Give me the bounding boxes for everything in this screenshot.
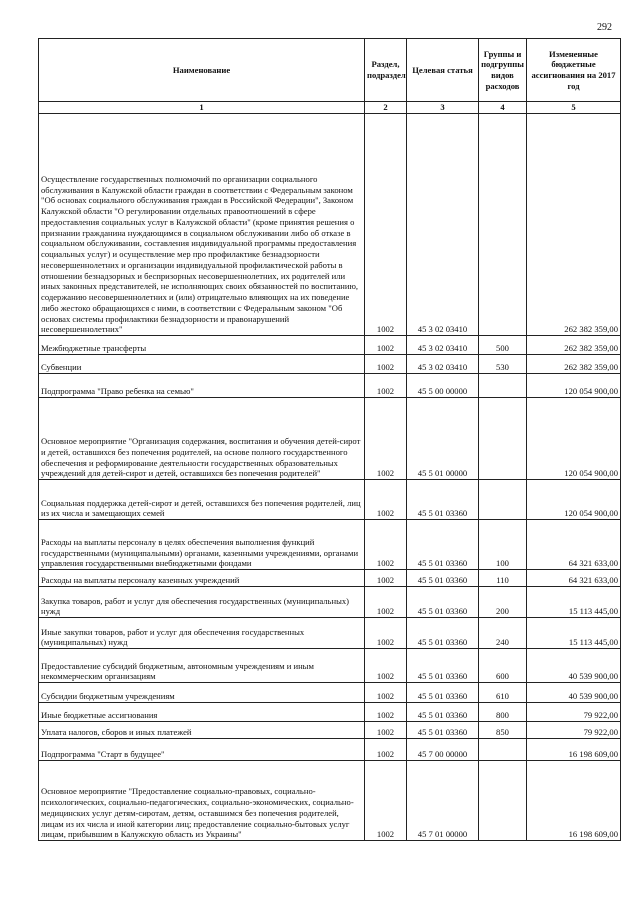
row-name: Расходы на выплаты персоналу в целях обеспечения выполнения функций государственными (муниципальными) органами, казенными учреждениями, органами управления государственными внебюджетными фондами bbox=[39, 520, 365, 570]
row-target: 45 5 01 03360 bbox=[407, 649, 479, 683]
row-target: 45 5 01 03360 bbox=[407, 587, 479, 618]
row-amount: 262 382 359,00 bbox=[527, 355, 621, 374]
row-group: 100 bbox=[479, 520, 527, 570]
row-section: 1002 bbox=[365, 374, 407, 398]
row-group bbox=[479, 761, 527, 841]
table-row bbox=[39, 398, 621, 480]
row-target: 45 5 01 03360 bbox=[407, 722, 479, 739]
row-section: 1002 bbox=[365, 114, 407, 336]
row-name: Межбюджетные трансферты bbox=[39, 336, 365, 355]
table-row bbox=[39, 570, 621, 587]
row-section: 1002 bbox=[365, 683, 407, 703]
row-group: 530 bbox=[479, 355, 527, 374]
row-amount: 16 198 609,00 bbox=[527, 739, 621, 761]
table-row bbox=[39, 739, 621, 761]
table-row bbox=[39, 355, 621, 374]
column-number: 2 bbox=[365, 102, 407, 114]
row-section: 1002 bbox=[365, 587, 407, 618]
row-section: 1002 bbox=[365, 355, 407, 374]
header-groups: Группы и подгруппы видов расходов bbox=[479, 39, 527, 102]
row-group: 500 bbox=[479, 336, 527, 355]
row-name: Подпрограмма "Старт в будущее" bbox=[39, 739, 365, 761]
row-group: 110 bbox=[479, 570, 527, 587]
row-section: 1002 bbox=[365, 520, 407, 570]
row-section: 1002 bbox=[365, 703, 407, 722]
table-row bbox=[39, 618, 621, 649]
row-amount: 79 922,00 bbox=[527, 703, 621, 722]
table-row bbox=[39, 336, 621, 355]
row-section: 1002 bbox=[365, 649, 407, 683]
row-target: 45 5 01 03360 bbox=[407, 570, 479, 587]
row-target: 45 3 02 03410 bbox=[407, 355, 479, 374]
row-amount: 79 922,00 bbox=[527, 722, 621, 739]
row-amount: 40 539 900,00 bbox=[527, 649, 621, 683]
table-row bbox=[39, 587, 621, 618]
row-name: Закупка товаров, работ и услуг для обеспечения государственных (муниципальных) нужд bbox=[39, 587, 365, 618]
row-amount: 120 054 900,00 bbox=[527, 480, 621, 520]
row-target: 45 7 00 00000 bbox=[407, 739, 479, 761]
table-row bbox=[39, 374, 621, 398]
row-group bbox=[479, 398, 527, 480]
row-target: 45 5 01 03360 bbox=[407, 683, 479, 703]
row-group: 800 bbox=[479, 703, 527, 722]
row-section: 1002 bbox=[365, 739, 407, 761]
row-section: 1002 bbox=[365, 480, 407, 520]
row-group bbox=[479, 480, 527, 520]
row-group bbox=[479, 114, 527, 336]
table-row bbox=[39, 114, 621, 336]
table-row bbox=[39, 722, 621, 739]
row-section: 1002 bbox=[365, 398, 407, 480]
table-row bbox=[39, 703, 621, 722]
table-row bbox=[39, 480, 621, 520]
row-target: 45 5 01 03360 bbox=[407, 618, 479, 649]
row-name: Основное мероприятие "Организация содержания, воспитания и обучения детей-сирот и детей, оставшихся без попечения родителей, на основе полного государственного обеспечения и реформирование деятельности государственных образовательных учреждений для детей-сирот и детей, оставшихся без попечения родителей" bbox=[39, 398, 365, 480]
row-name: Подпрограмма "Право ребенка на семью" bbox=[39, 374, 365, 398]
header-section: Раздел, подраздел bbox=[365, 39, 407, 102]
row-amount: 40 539 900,00 bbox=[527, 683, 621, 703]
row-group: 240 bbox=[479, 618, 527, 649]
row-section: 1002 bbox=[365, 761, 407, 841]
table-row bbox=[39, 520, 621, 570]
row-target: 45 7 01 00000 bbox=[407, 761, 479, 841]
row-name: Иные бюджетные ассигнования bbox=[39, 703, 365, 722]
header-name: Наименование bbox=[39, 39, 365, 102]
row-name: Осуществление государственных полномочий по организации социального обслуживания в Калужской области граждан в соответствии с Федеральным законом "Об основах социального обслуживания граждан в Российской Федерации", Законом Калужской области "О регулировании отдельных правоотношений в сфере предоставления социальных услуг в Калужской области" (кроме принятия решения о признании гражданина нуждающимся в социальном обслуживании либо об отказе в социальном обслуживании, составления индивидуальной программы предоставления социальных услуг) и осуществление мер про профилактике безнадзорности несовершеннолетних и организации индивидуальной профилактической работы в отношении безнадзорных и беспризорных несовершеннолетних, их родителей или иных законных представителей, не исполняющих своих обязанностей по воспитанию, содержанию несовершеннолетних и (или) отрицательно влияющих на их поведение либо жестоко обращающихся с ними, в соответствии с Федеральным законом "Об основах системы профилактики безнадзорности и правонарушений несовершеннолетних" bbox=[39, 114, 365, 336]
column-number: 5 bbox=[527, 102, 621, 114]
row-amount: 120 054 900,00 bbox=[527, 398, 621, 480]
row-name: Субвенции bbox=[39, 355, 365, 374]
row-name: Предоставление субсидий бюджетным, автономным учреждениям и иным некоммерческим организациям bbox=[39, 649, 365, 683]
row-amount: 262 382 359,00 bbox=[527, 336, 621, 355]
row-target: 45 3 02 03410 bbox=[407, 114, 479, 336]
row-name: Социальная поддержка детей-сирот и детей, оставшихся без попечения родителей, лиц из их числа и замещающих семей bbox=[39, 480, 365, 520]
row-target: 45 3 02 03410 bbox=[407, 336, 479, 355]
budget-table bbox=[38, 38, 621, 841]
column-number-row bbox=[39, 102, 621, 114]
row-amount: 15 113 445,00 bbox=[527, 618, 621, 649]
row-target: 45 5 01 03360 bbox=[407, 520, 479, 570]
row-amount: 64 321 633,00 bbox=[527, 570, 621, 587]
table-row bbox=[39, 761, 621, 841]
column-number: 1 bbox=[39, 102, 365, 114]
table-row bbox=[39, 683, 621, 703]
row-amount: 120 054 900,00 bbox=[527, 374, 621, 398]
row-group: 600 bbox=[479, 649, 527, 683]
row-amount: 16 198 609,00 bbox=[527, 761, 621, 841]
row-group bbox=[479, 739, 527, 761]
table-row bbox=[39, 649, 621, 683]
column-number: 3 bbox=[407, 102, 479, 114]
table-header-row bbox=[39, 39, 621, 102]
row-section: 1002 bbox=[365, 336, 407, 355]
row-target: 45 5 00 00000 bbox=[407, 374, 479, 398]
row-amount: 64 321 633,00 bbox=[527, 520, 621, 570]
row-name: Расходы на выплаты персоналу казенных учреждений bbox=[39, 570, 365, 587]
page-number: 292 bbox=[597, 22, 612, 33]
row-section: 1002 bbox=[365, 618, 407, 649]
row-group: 610 bbox=[479, 683, 527, 703]
row-section: 1002 bbox=[365, 570, 407, 587]
row-amount: 262 382 359,00 bbox=[527, 114, 621, 336]
header-amount: Измененные бюджетные ассигнования на 2017 год bbox=[527, 39, 621, 102]
row-amount: 15 113 445,00 bbox=[527, 587, 621, 618]
row-section: 1002 bbox=[365, 722, 407, 739]
column-number: 4 bbox=[479, 102, 527, 114]
row-group: 200 bbox=[479, 587, 527, 618]
row-name: Основное мероприятие "Предоставление социально-правовых, социально-психологических, социально-педагогических, социально-экономических, социально-медицинских услуг детям-сиротам, детям, оставшимся без попечения родителей, лицам из их числа и иной категории лиц; предоставление социально-бытовых услуг лицам, прибывшим в Калужскую область из Украины" bbox=[39, 761, 365, 841]
row-name: Субсидии бюджетным учреждениям bbox=[39, 683, 365, 703]
row-name: Уплата налогов, сборов и иных платежей bbox=[39, 722, 365, 739]
row-name: Иные закупки товаров, работ и услуг для обеспечения государственных (муниципальных) нужд bbox=[39, 618, 365, 649]
row-group bbox=[479, 374, 527, 398]
row-target: 45 5 01 03360 bbox=[407, 703, 479, 722]
row-target: 45 5 01 03360 bbox=[407, 480, 479, 520]
header-target: Целевая статья bbox=[407, 39, 479, 102]
row-target: 45 5 01 00000 bbox=[407, 398, 479, 480]
row-group: 850 bbox=[479, 722, 527, 739]
